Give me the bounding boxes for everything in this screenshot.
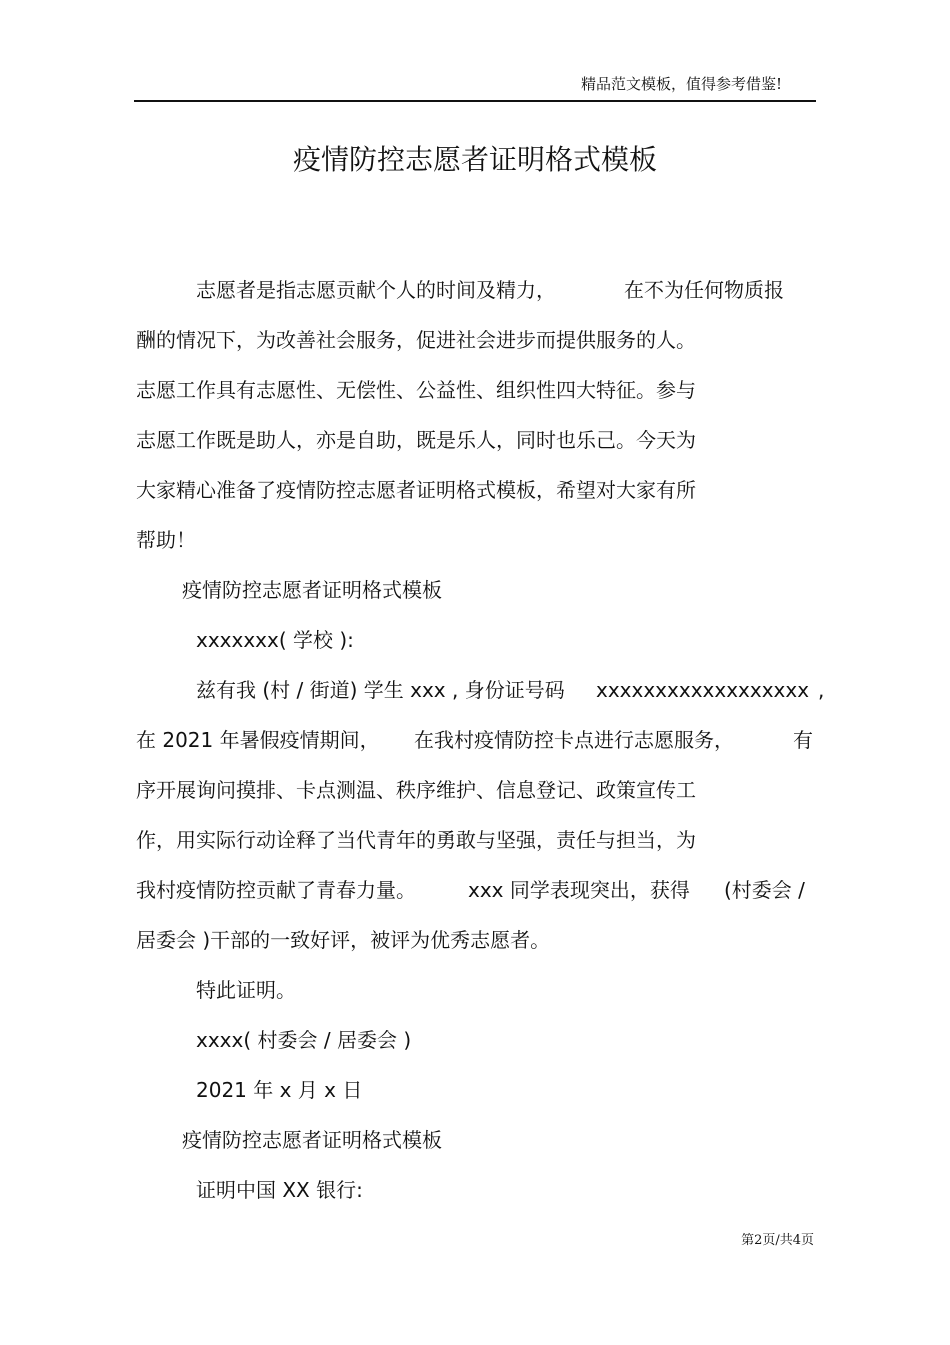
- salutation: xxxxxxx( 学校 ):: [196, 628, 354, 652]
- closing-text: 特此证明。: [196, 978, 296, 1002]
- paragraph-text: 帮助！: [136, 528, 196, 552]
- paragraph-text: ,: [818, 678, 825, 702]
- paragraph-text: 在不为任何物质报: [624, 278, 784, 302]
- paragraph-text: 兹有我 (村 / 街道) 学生 xxx , 身份证号码: [196, 678, 565, 702]
- paragraph-text: xxx 同学表现突出，获得: [468, 878, 690, 902]
- paragraph-text: 在 2021 年暑假疫情期间，: [136, 728, 380, 752]
- paragraph-text: 酬的情况下，为改善社会服务，促进社会进步而提供服务的人。: [136, 328, 696, 352]
- paragraph-text: 在我村疫情防控卡点进行志愿服务，: [414, 728, 734, 752]
- issue-date: 2021 年 x 月 x 日: [196, 1078, 363, 1102]
- paragraph-text: 序开展询问摸排、卡点测温、秩序维护、信息登记、政策宣传工: [136, 778, 696, 802]
- signatory: xxxx( 村委会 / 居委会 ): [196, 1028, 412, 1052]
- paragraph-text: 大家精心准备了疫情防控志愿者证明格式模板，希望对大家有所: [136, 478, 696, 502]
- paragraph-text: 有: [793, 728, 813, 752]
- paragraph-text: (村委会 /: [724, 878, 805, 902]
- page-indicator: 第2页/共4页: [741, 1233, 814, 1248]
- section-heading-text: 疫情防控志愿者证明格式模板: [182, 578, 442, 602]
- section-heading-text: 疫情防控志愿者证明格式模板: [182, 1128, 442, 1152]
- paragraph-text: 作，用实际行动诠释了当代青年的勇敢与坚强，责任与担当，为: [136, 828, 696, 852]
- paragraph-text: 志愿工作既是助人，亦是自助，既是乐人，同时也乐己。今天为: [136, 428, 696, 452]
- salutation: 证明中国 XX 银行:: [196, 1178, 363, 1202]
- header-tagline: 精品范文模板，值得参考借鉴!: [580, 75, 782, 93]
- paragraph-text: 我村疫情防控贡献了青春力量。: [136, 878, 416, 902]
- id-number-placeholder: xxxxxxxxxxxxxxxxxx: [596, 678, 810, 702]
- header-divider: [134, 100, 816, 102]
- paragraph-text: 志愿工作具有志愿性、无偿性、公益性、组织性四大特征。参与: [136, 378, 696, 402]
- document-title: 疫情防控志愿者证明格式模板: [292, 143, 657, 176]
- paragraph-text: 志愿者是指志愿贡献个人的时间及精力，: [196, 278, 556, 302]
- paragraph-text: 居委会 )干部的一致好评，被评为优秀志愿者。: [136, 928, 551, 952]
